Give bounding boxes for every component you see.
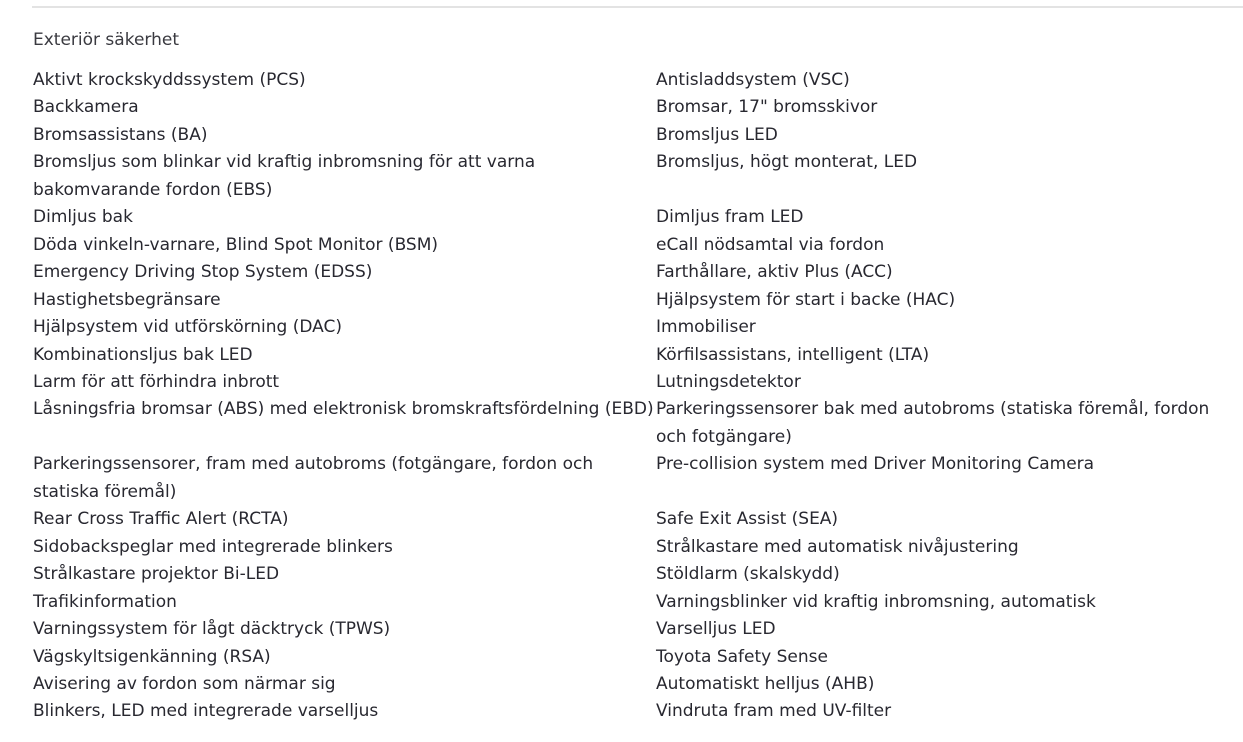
feature-item: Bromsassistans (BA)	[33, 124, 208, 145]
feature-item: Bromsar, 17" bromsskivor	[656, 97, 878, 118]
feature-item: Varningsblinker vid kraftig inbromsning, automatisk	[656, 591, 1096, 612]
feature-item: Hjälpsystem för start i backe (HAC)	[656, 289, 956, 310]
feature-item: Immobiliser	[656, 317, 756, 338]
feature-item: Rear Cross Traffic Alert (RCTA)	[33, 509, 289, 530]
feature-item: Varselljus LED	[656, 619, 776, 640]
feature-item: Antisladdsystem (VSC)	[656, 70, 850, 90]
feature-item: Körfilsassistans, intelligent (LTA)	[656, 344, 930, 365]
feature-item: Larm för att förhindra inbrott	[33, 371, 280, 392]
feature-item: Automatiskt helljus (AHB)	[656, 673, 875, 694]
feature-item: Vägskyltsigenkänning (RSA)	[33, 646, 271, 667]
feature-item: Kombinationsljus bak LED	[33, 344, 253, 365]
feature-item: Aktivt krockskyddssystem (PCS)	[33, 70, 306, 90]
feature-item: Strålkastare med automatisk nivåjustering	[656, 536, 1019, 557]
feature-item: Bromsljus LED	[656, 124, 778, 145]
feature-item: Emergency Driving Stop System (EDSS)	[33, 262, 373, 283]
feature-item: Dimljus bak	[33, 207, 133, 228]
feature-item: Bromsljus, högt monterat, LED	[656, 152, 918, 173]
feature-item: Strålkastare projektor Bi-LED	[33, 564, 280, 585]
feature-item: Låsningsfria bromsar (ABS) med elektronisk bromskraftsfördelning (EBD)	[33, 399, 654, 420]
feature-item: Lutningsdetektor	[656, 371, 801, 392]
feature-item: Trafikinformation	[33, 591, 177, 612]
feature-item: Stöldlarm (skalskydd)	[656, 564, 840, 585]
feature-item: Pre-collision system med Driver Monitoring Camera	[656, 454, 1095, 475]
feature-item: eCall nödsamtal via fordon	[656, 234, 885, 255]
feature-item: Döda vinkeln-varnare, Blind Spot Monitor (BSM)	[33, 234, 439, 255]
feature-item: Hastighetsbegränsare	[33, 289, 221, 310]
top-divider	[32, 6, 1243, 8]
feature-item: Parkeringssensorer bak med autobroms (statiska föremål, fordon och fotgängare)	[656, 399, 1210, 447]
feature-item: Dimljus fram LED	[656, 207, 804, 228]
section-title: Exteriör säkerhet	[33, 30, 179, 50]
feature-item: Farthållare, aktiv Plus (ACC)	[656, 262, 893, 283]
feature-item: Safe Exit Assist (SEA)	[656, 509, 839, 530]
feature-item: Bromsljus som blinkar vid kraftig inbromsning för att varna bakomvarande fordon (EBS)	[33, 152, 536, 200]
feature-item: Avisering av fordon som närmar sig	[33, 673, 336, 694]
feature-item: Varningssystem för lågt däcktryck (TPWS)	[33, 619, 391, 640]
feature-item: Sidobackspeglar med integrerade blinkers	[33, 536, 393, 557]
feature-item: Vindruta fram med UV-filter	[656, 701, 892, 722]
feature-item: Toyota Safety Sense	[656, 646, 828, 667]
feature-item: Parkeringssensorer, fram med autobroms (fotgängare, fordon och statiska föremål)	[33, 454, 594, 502]
feature-item: Backkamera	[33, 97, 139, 118]
feature-item: Blinkers, LED med integrerade varselljus	[33, 701, 379, 722]
features-list	[33, 67, 1238, 726]
feature-item: Hjälpsystem vid utförskörning (DAC)	[33, 317, 343, 338]
